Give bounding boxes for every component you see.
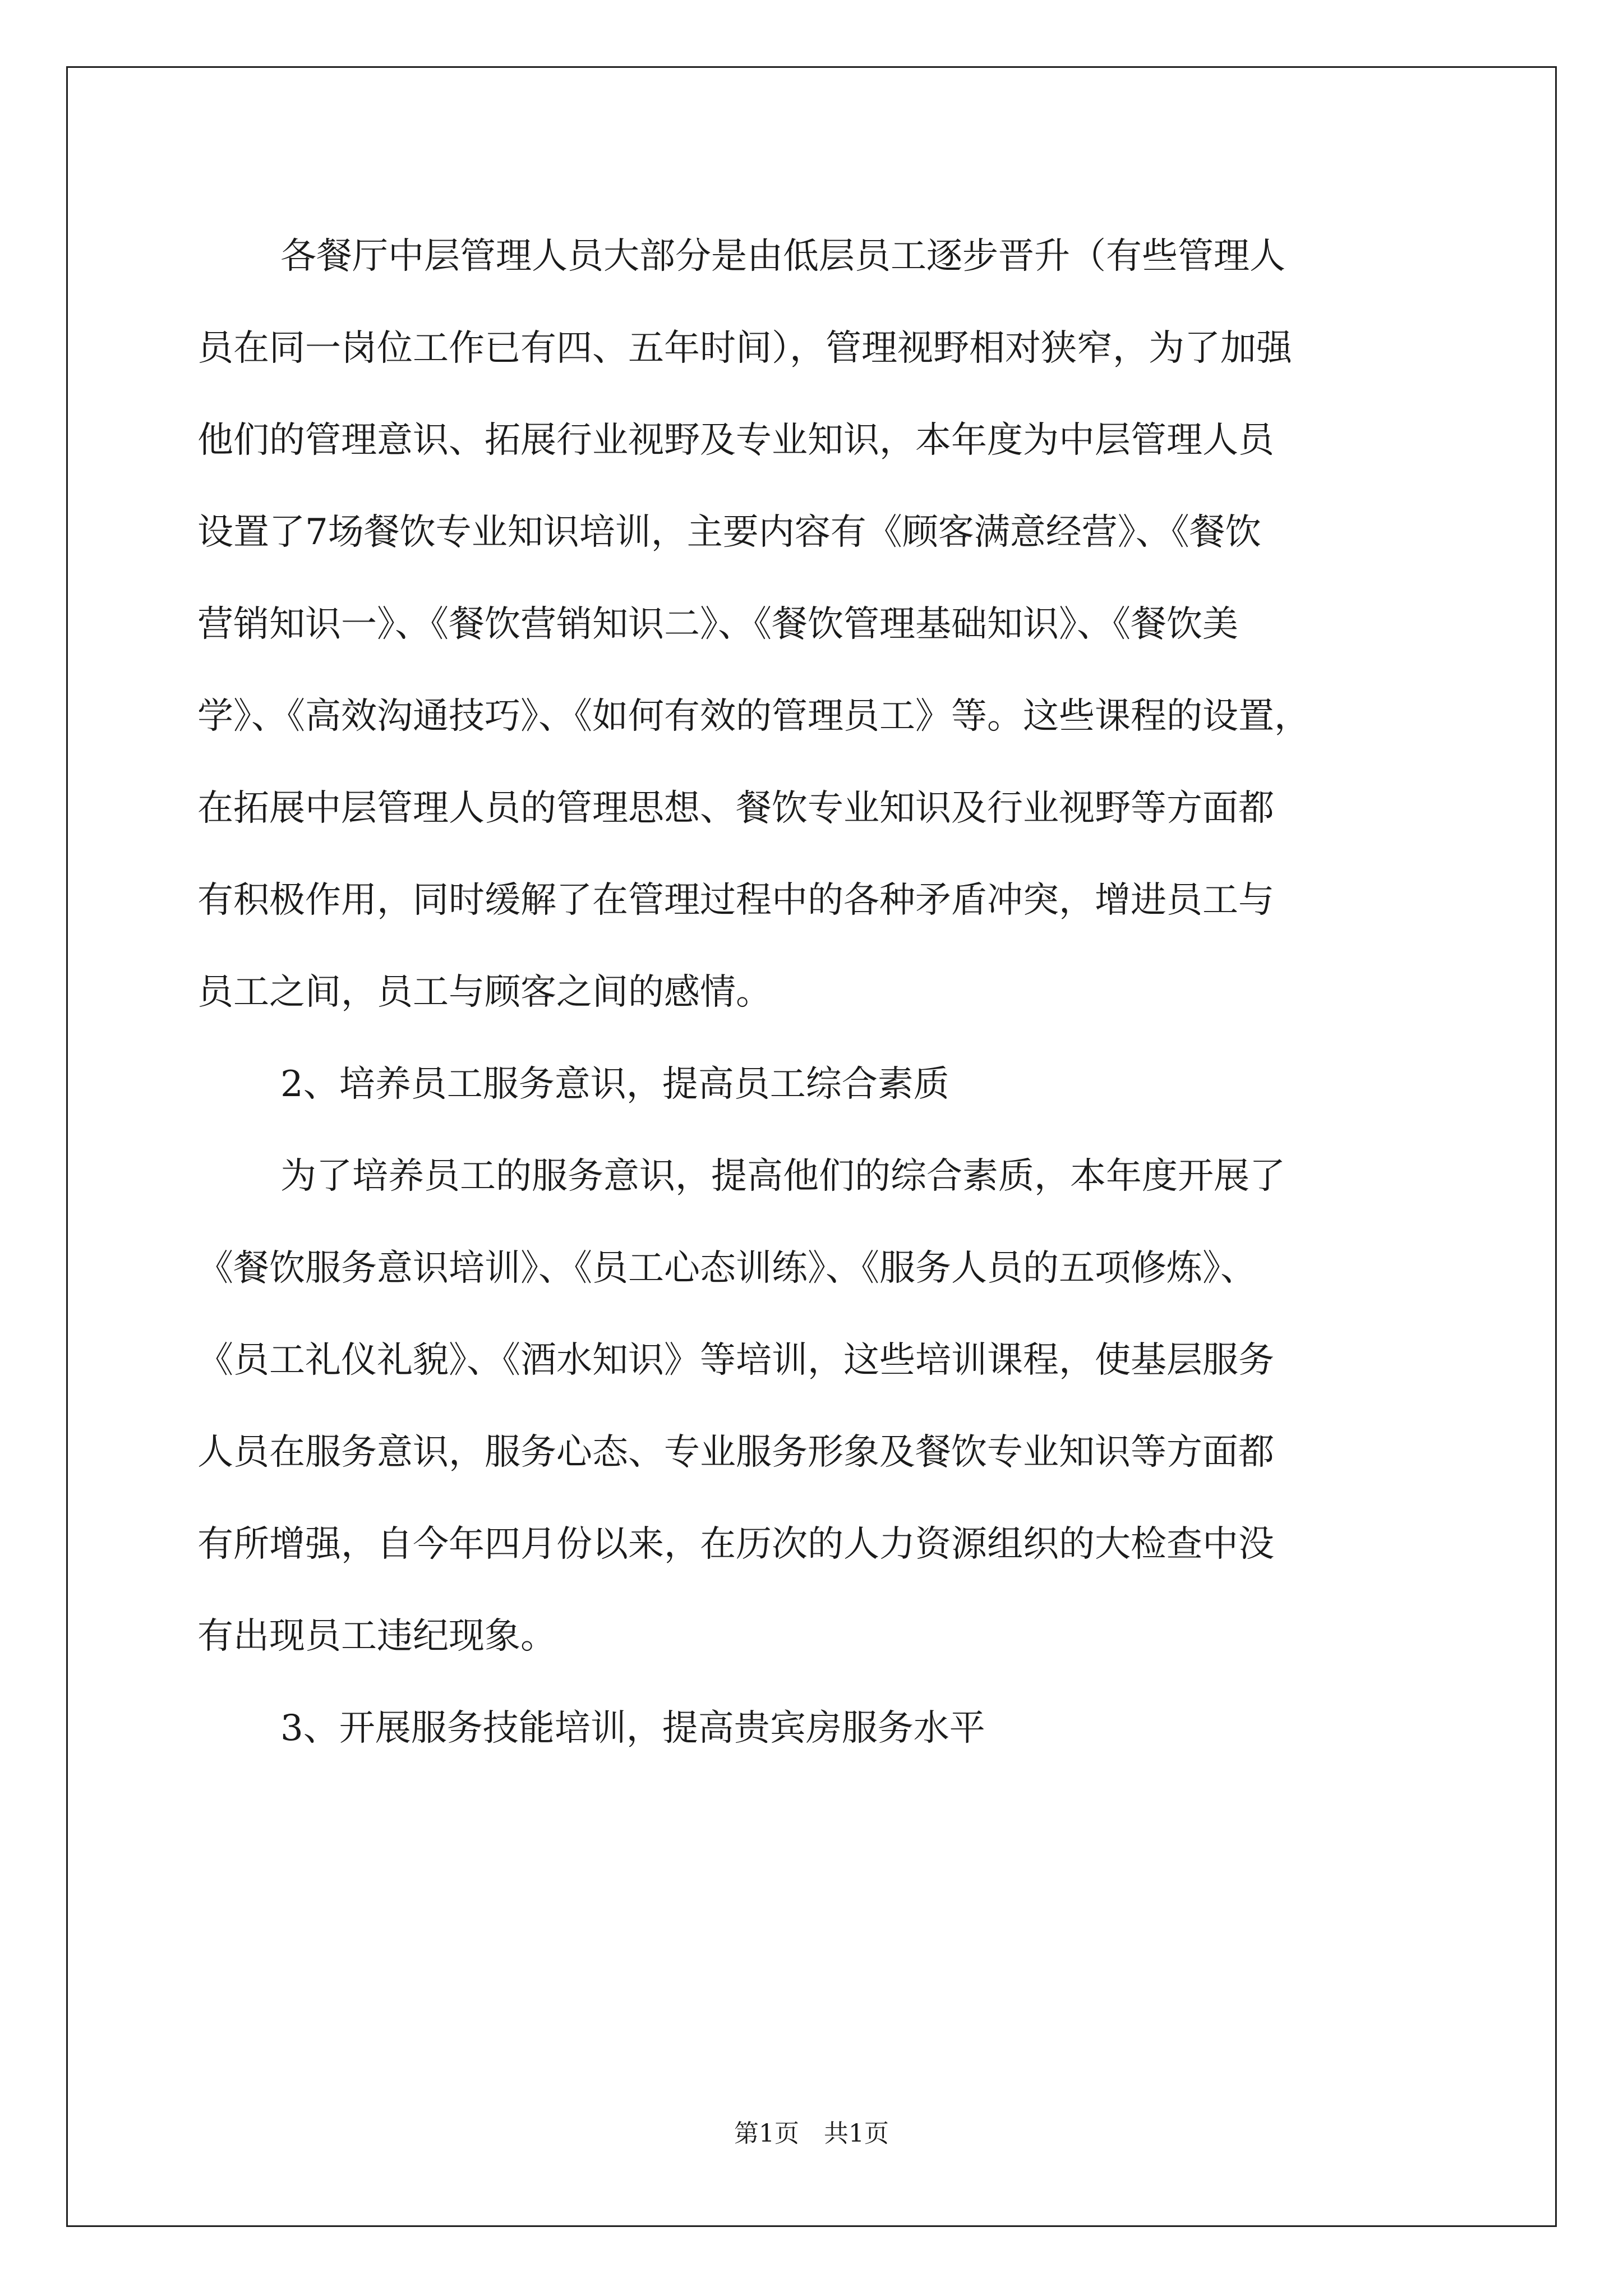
paragraph-1-line-6: 学》、《高效沟通技巧》、《如何有效的管理员工》等。这些课程的设置，: [197, 696, 1310, 737]
paragraph-1-line-2: 员在同一岗位工作已有四、五年时间），管理视野相对狭窄，为了加强: [197, 328, 1292, 369]
paragraph-3-line-1: 为了培养员工的服务意识，提高他们的综合素质，本年度开展了: [280, 1156, 1285, 1197]
paragraph-3-line-3: 《员工礼仪礼貌》、《酒水知识》等培训，这些培训课程，使基层服务: [197, 1340, 1274, 1381]
document-body: [197, 210, 1426, 1774]
paragraph-1-line-3: 他们的管理意识、拓展行业视野及专业知识，本年度为中层管理人员: [197, 420, 1274, 461]
section-heading-3: 3、开展服务技能培训，提高贵宾房服务水平: [280, 1708, 985, 1749]
paragraph-1-line-4: 设置了7场餐饮专业知识培训，主要内容有《顾客满意经营》、《餐饮: [197, 512, 1261, 553]
paragraph-1-line-5: 营销知识一》、《餐饮营销知识二》、《餐饮管理基础知识》、《餐饮美: [197, 604, 1238, 645]
paragraph-3-line-6: 有出现员工违纪现象。: [197, 1616, 556, 1657]
page-footer: 第1页 共1页: [734, 2119, 889, 2148]
paragraph-3-line-4: 人员在服务意识，服务心态、专业服务形象及餐饮专业知识等方面都: [197, 1432, 1274, 1473]
paragraph-1-line-8: 有积极作用，同时缓解了在管理过程中的各种矛盾冲突，增进员工与: [197, 880, 1274, 921]
section-heading-2: 2、培养员工服务意识，提高员工综合素质: [280, 1064, 949, 1105]
paragraph-1-line-9: 员工之间，员工与顾客之间的感情。: [197, 972, 772, 1013]
paragraph-3-line-5: 有所增强，自今年四月份以来，在历次的人力资源组织的大检查中没: [197, 1524, 1274, 1565]
paragraph-1-line-1: 各餐厅中层管理人员大部分是由低层员工逐步晋升（有些管理人: [280, 236, 1285, 277]
paragraph-3-line-2: 《餐饮服务意识培训》、《员工心态训练》、《服务人员的五项修炼》、: [197, 1248, 1256, 1289]
paragraph-1-line-7: 在拓展中层管理人员的管理思想、餐饮专业知识及行业视野等方面都: [197, 788, 1274, 829]
